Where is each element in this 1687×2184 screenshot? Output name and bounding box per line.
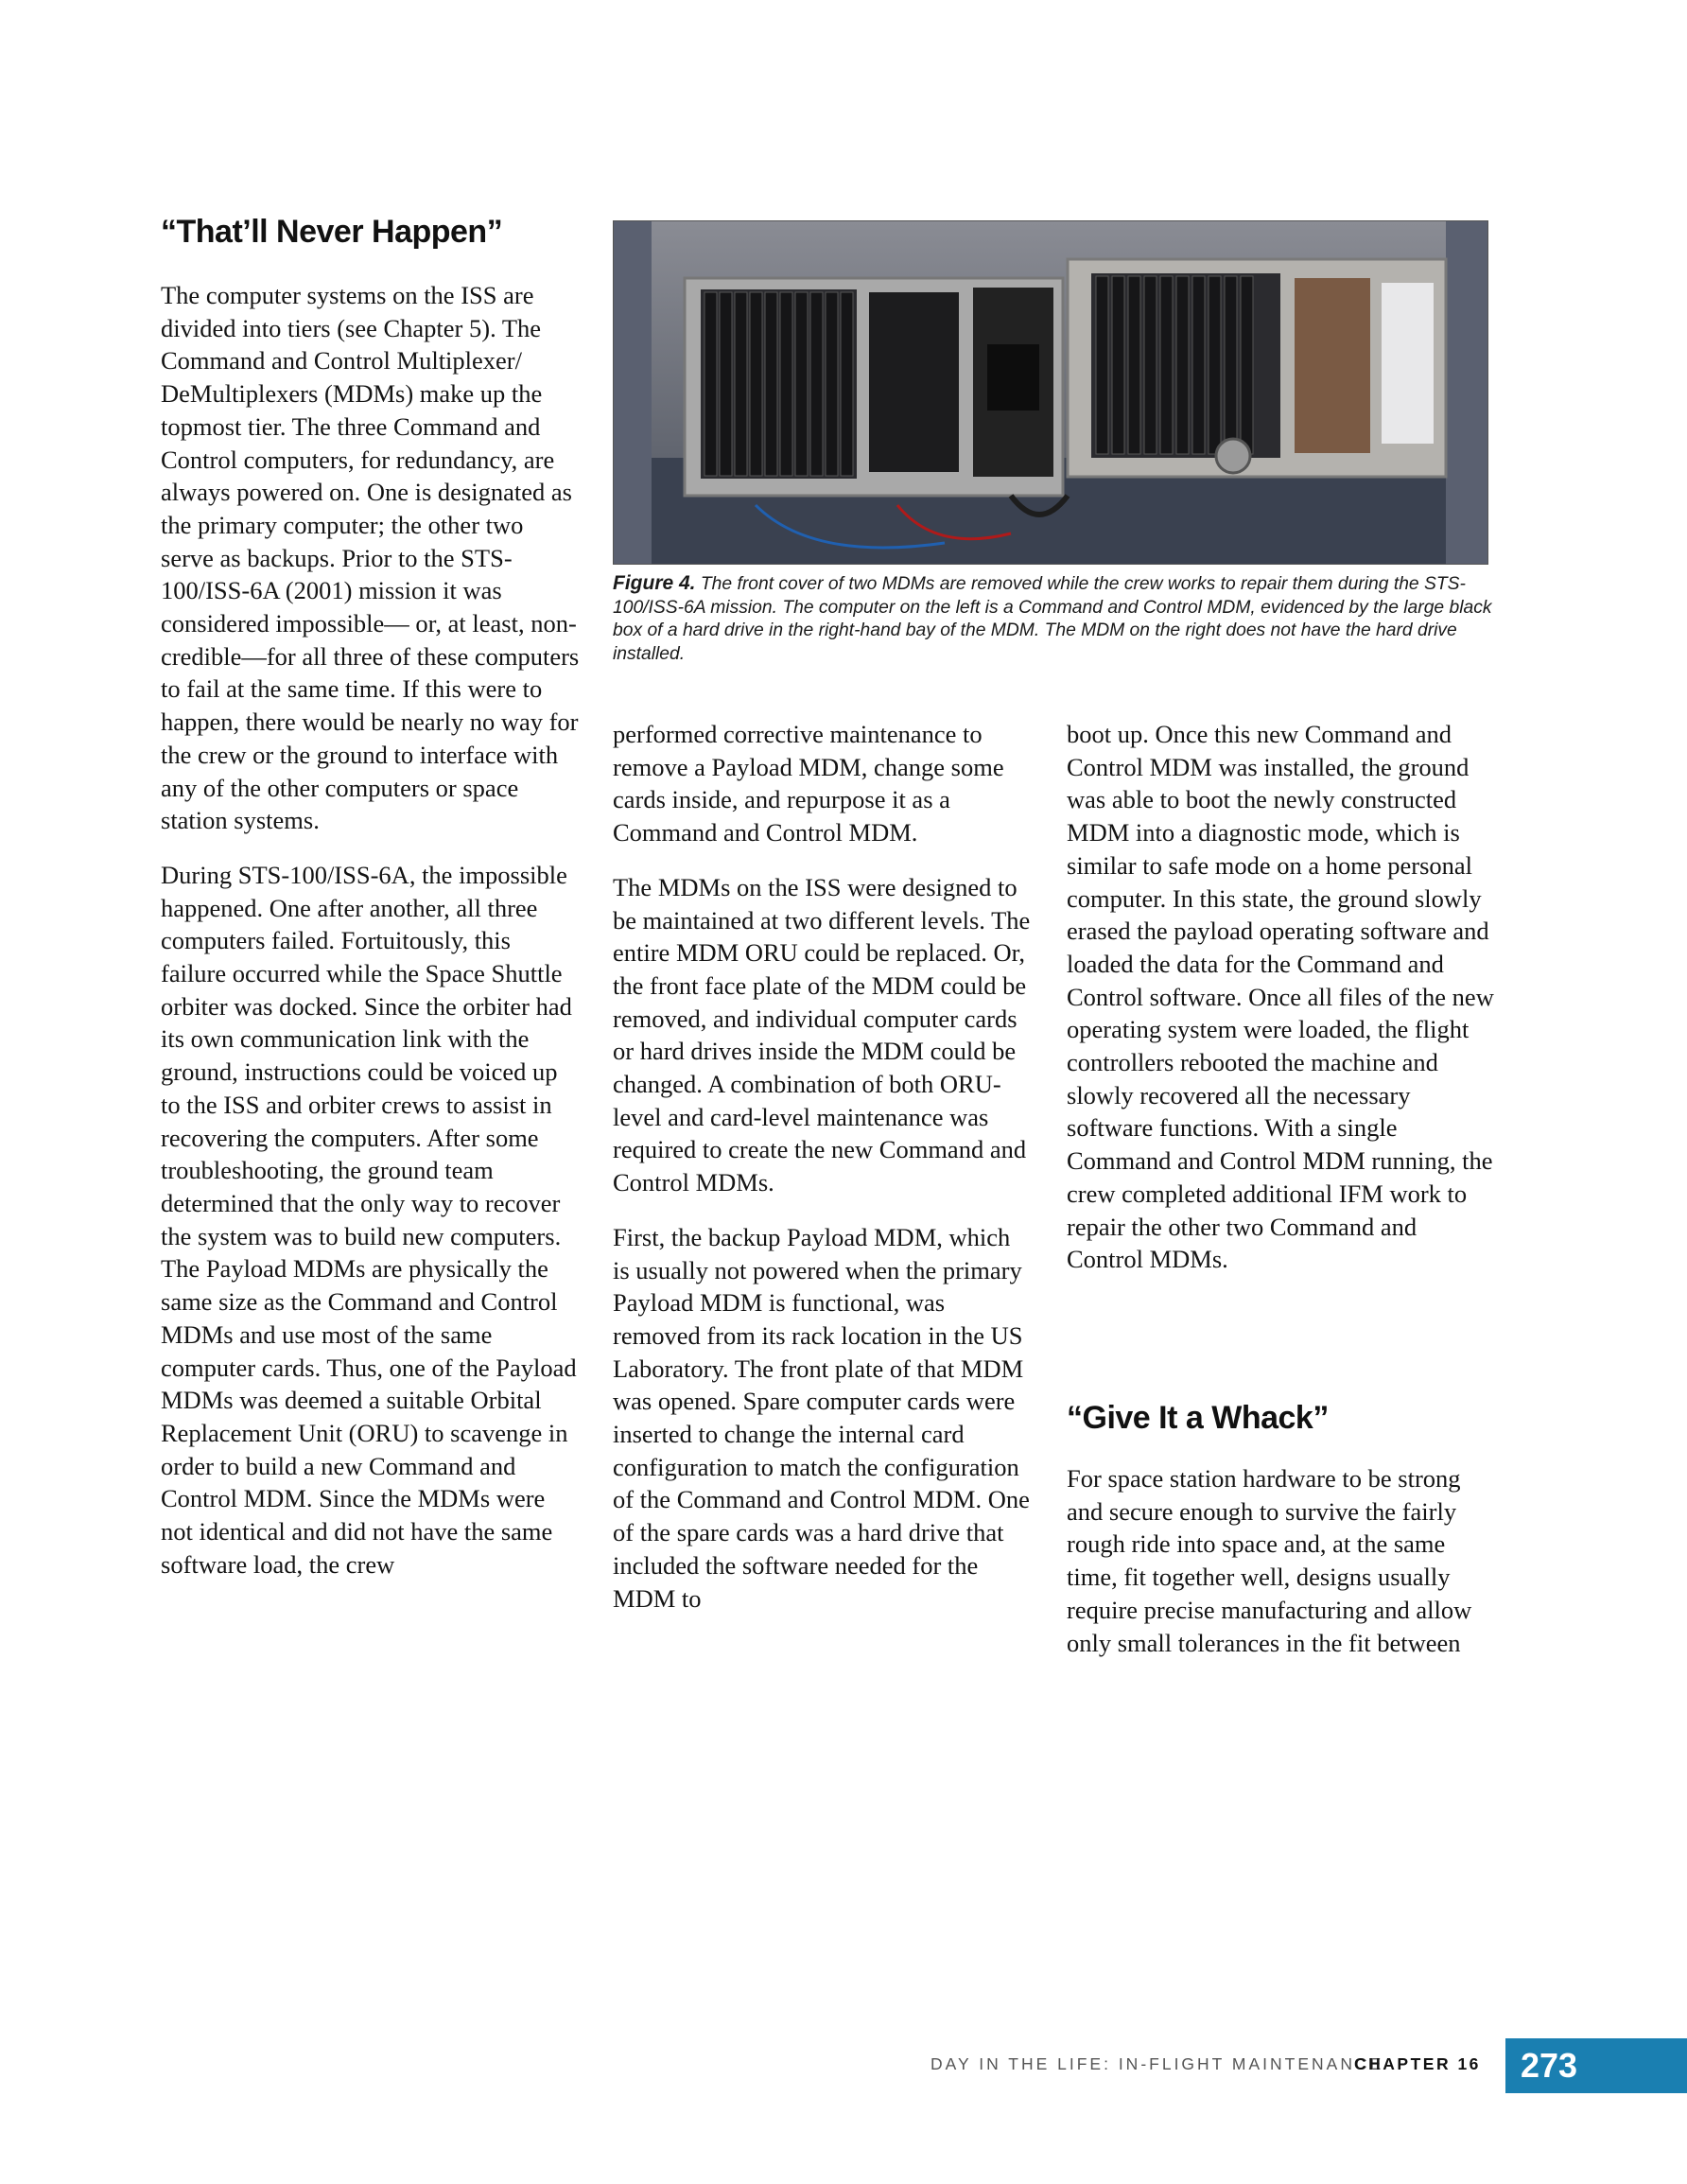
paragraph: During STS-100/ISS-6A, the impossible happened. One after another, all three computers failed. Fortuitously, this failure occurred while the Space Shuttle orbiter was docked. Since the orbiter had its own communication link with the ground, instructions could be voiced up to the ISS and orbiter crews to assist in recovering the computers. After some troubleshooting, the ground team determined that the only way to recover the system was to build new computers. The Payload MDMs are physically the same size as the Command and Control MDMs and use most of the same computer cards. Thus, one of the Payload MDMs was deemed a suitable Orbital Replacement Unit (ORU) to scavenge in order to build a new Command and Control MDM. Since the MDMs were not identical and did not have the same software load, the crew bbox=[161, 860, 577, 1579]
figure-caption-text: The front cover of two MDMs are removed while the crew works to repair them during the STS-100/ISS-6A mission. The computer on the left is a Command and Control MDM, evidenced by the large black box of a hard drive in the right-hand bay of the MDM. The MDM on the right does not have the hard drive installed. bbox=[613, 574, 1492, 664]
paragraph: The MDMs on the ISS were designed to be maintained at two different levels. The entire MDM ORU could be replaced. Or, the front face plate of the MDM could be removed, and individual computer cards or hard drives inside the MDM could be changed. A combination of both ORU-level and card-level maintenance was required to create the new Command and Control MDMs. bbox=[613, 872, 1031, 1197]
page-number: 273 bbox=[1521, 2046, 1578, 2085]
column-right bbox=[1067, 718, 1494, 1298]
paragraph: First, the backup Payload MDM, which is usually not powered when the primary Payload MDM is functional, was removed from its rack location in the US Laboratory. The front plate of that MDM was opened. Spare computer cards were inserted to change the internal card configuration to match the configuration of the Command and Control MDM. One of the spare cards was a hard drive that included the software needed for the MDM to bbox=[613, 1222, 1030, 1613]
section-heading-never-happen: “That’ll Never Happen” bbox=[161, 214, 503, 250]
paragraph: boot up. Once this new Command and Control MDM was installed, the ground was able to boot the newly constructed MDM into a diagnostic mode, which is similar to safe mode on a home personal computer. In this state, the ground slowly erased the payload operating software and loaded the data for the Command and Control software. Once all files of the new operating system were loaded, the flight controllers rebooted the machine and slowly recovered all the necessary software functions. With a single Command and Control MDM running, the crew completed additional IFM work to repair the other two Command and Control MDMs. bbox=[1067, 720, 1494, 1274]
paragraph: For space station hardware to be strong and secure enough to survive the fairly rough ride into space and, at the same time, fit together well, designs usually require precise manufacturing and allow only small tolerances in the fit between bbox=[1067, 1464, 1472, 1657]
column-left bbox=[161, 279, 582, 1602]
figure-caption bbox=[613, 572, 1492, 666]
column-right-lower bbox=[1067, 1462, 1494, 1681]
paragraph: performed corrective maintenance to remove a Payload MDM, change some cards inside, and repurpose it as a Command and Control MDM. bbox=[613, 720, 1004, 847]
mdm-photo bbox=[613, 220, 1488, 565]
figure-label: Figure 4. bbox=[613, 572, 696, 594]
running-title: DAY IN THE LIFE: IN-FLIGHT MAINTENANCE bbox=[930, 2054, 1384, 2073]
chapter-label: CHAPTER 16 bbox=[1354, 2054, 1481, 2073]
column-middle bbox=[613, 718, 1031, 1636]
paragraph: The computer systems on the ISS are divided into tiers (see Chapter 5). The Command and Control Multiplexer/ DeMultiplexers (MDMs) make up the topmost tier. The three Command and Control computers, for redundancy, are always powered on. One is designated as the primary computer; the other two serve as backups. Prior to the STS-100/ISS-6A (2001) mission it was considered impossible— or, at least, non-credible—for all three of these computers to fail at the same time. If this were to happen, there would be nearly no way for the crew or the ground to interface with any of the other computers or space station systems. bbox=[161, 281, 580, 835]
section-heading-give-it-a-whack: “Give It a Whack” bbox=[1067, 1400, 1329, 1436]
